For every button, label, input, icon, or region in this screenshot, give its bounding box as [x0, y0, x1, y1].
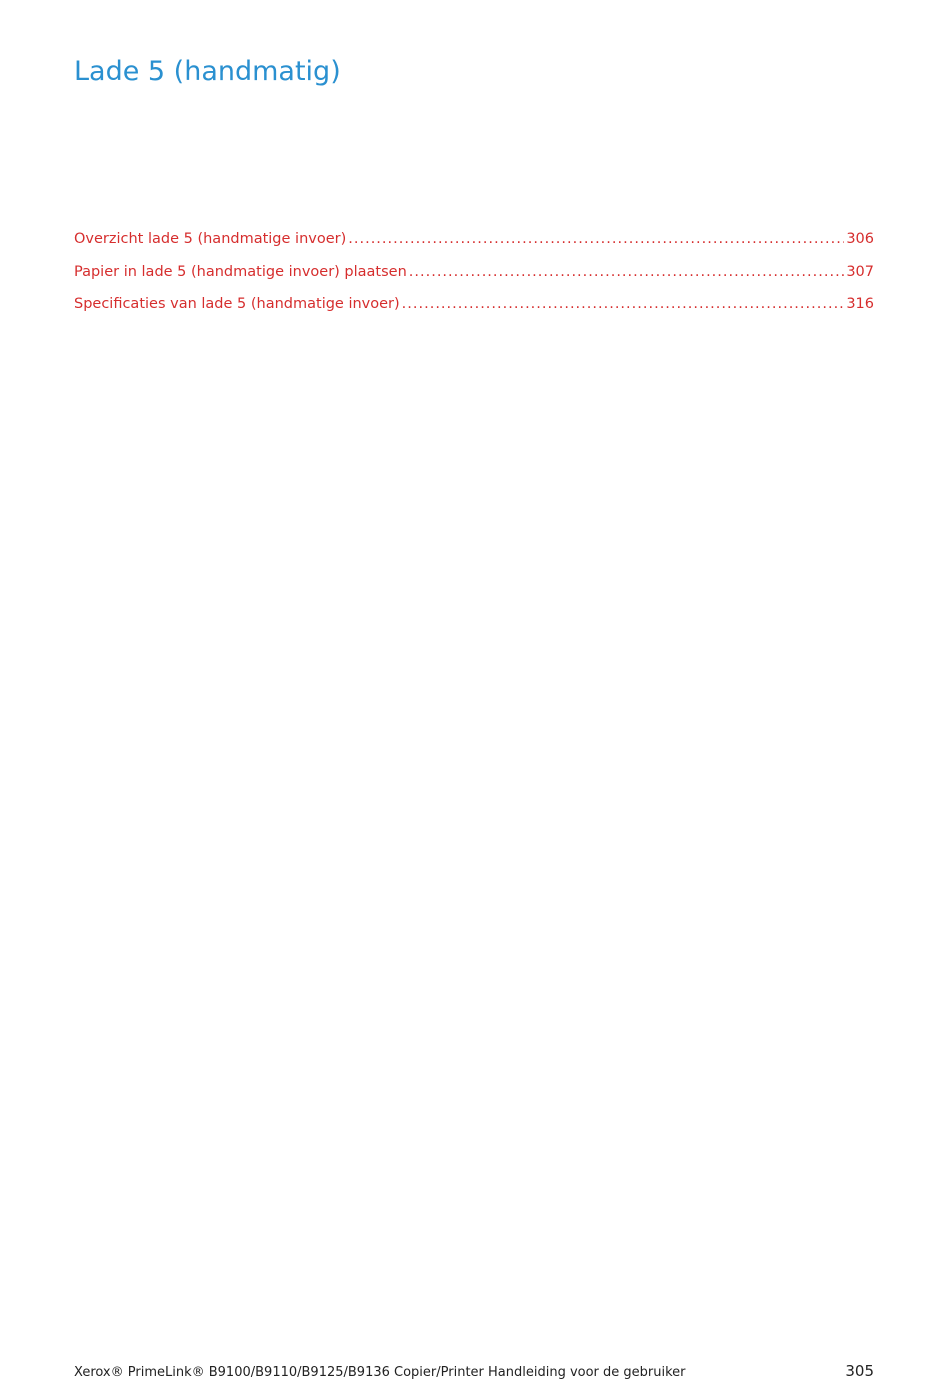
chapter-title: Lade 5 (handmatig) [74, 56, 341, 87]
table-of-contents [74, 228, 874, 326]
toc-entry-overzicht[interactable] [74, 228, 874, 261]
toc-entry-label[interactable]: Overzicht lade 5 (handmatige invoer) [74, 231, 347, 247]
toc-entry-label[interactable]: Specificaties van lade 5 (handmatige invoer) [74, 296, 400, 312]
toc-entry-papier-plaatsen[interactable] [74, 261, 874, 294]
footer-page-number: 305 [845, 1362, 874, 1380]
toc-dot-leader [402, 293, 845, 315]
toc-entry-page[interactable]: 307 [846, 263, 874, 280]
toc-entry-page[interactable]: 306 [846, 231, 874, 247]
toc-entry-page[interactable]: 316 [846, 296, 874, 312]
toc-entry-specificaties[interactable] [74, 293, 874, 326]
page-footer [74, 1362, 874, 1380]
toc-dot-leader [348, 228, 844, 250]
toc-dot-leader [409, 261, 845, 283]
footer-document-title: Xerox® PrimeLink® B9100/B9110/B9125/B9136 Copier/Printer Handleiding voor de gebruiker [74, 1365, 686, 1380]
toc-entry-label[interactable]: Papier in lade 5 (handmatige invoer) plaatsen [74, 263, 407, 280]
